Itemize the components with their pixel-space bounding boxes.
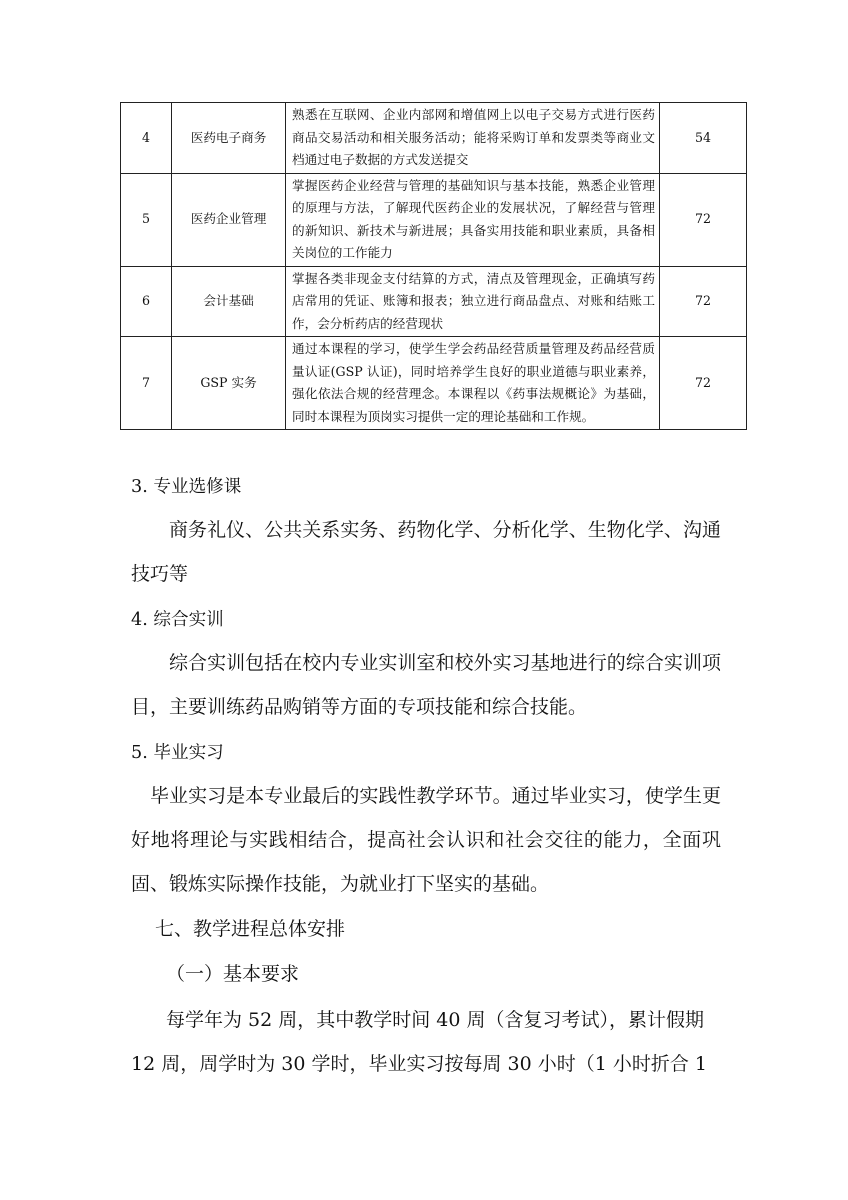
sub-heading: （一）基本要求: [166, 963, 300, 985]
table-row: [121, 266, 747, 337]
course-number: 7: [121, 337, 172, 430]
course-hours: 54: [660, 103, 747, 174]
course-number: 4: [121, 103, 172, 174]
course-hours: 72: [660, 173, 747, 266]
graduation-internship-text: 毕业实习是本专业最后的实践性教学环节。通过毕业实习，使学生更好地将理论与实践相结合，提高社会认识和社会交往的能力，全面巩固、锻炼实际操作技能，为就业打下坚实的基础。: [131, 785, 721, 895]
elective-courses-text: 商务礼仪、公共关系实务、药物化学、分析化学、生物化学、沟通技巧等: [131, 519, 721, 585]
course-hours: 72: [660, 266, 747, 337]
course-name: 会计基础: [172, 266, 286, 337]
course-hours: 72: [660, 337, 747, 430]
course-number: 6: [121, 266, 172, 337]
course-description: 通过本课程的学习，使学生学会药品经营质量管理及药品经营质量认证(GSP 认证)，同时培养学生良好的职业道德与职业素养，强化依法合规的经营理念。本课程以《药事法规概论》为基础，同时本课程为顶岗实习提供一定的理论基础和工作规。: [286, 337, 660, 430]
table-row: [121, 103, 747, 174]
course-number: 5: [121, 173, 172, 266]
comprehensive-training-text: 综合实训包括在校内专业实训室和校外实习基地进行的综合实训项目，主要训练药品购销等方面的专项技能和综合技能。: [131, 652, 721, 718]
course-description: 掌握医药企业经营与管理的基础知识与基本技能，熟悉企业管理的原理与方法，了解现代医药企业的发展状况，了解经营与管理的新知识、新技术与新进展；具备实用技能和职业素质，具备相关岗位的工作能力: [286, 173, 660, 266]
elective-courses-heading: 3. 专业选修课: [131, 477, 242, 497]
course-description: 熟悉在互联网、企业内部网和增值网上以电子交易方式进行医药商品交易活动和相关服务活动；能将采购订单和发票类等商业文档通过电子数据的方式发送提交: [286, 103, 660, 174]
course-name: 医药企业管理: [172, 173, 286, 266]
course-description: 掌握各类非现金支付结算的方式，清点及管理现金，正确填写药店常用的凭证、账簿和报表；独立进行商品盘点、对账和结账工作，会分析药店的经营现状: [286, 266, 660, 337]
table-row: [121, 337, 747, 430]
course-name: 医药电子商务: [172, 103, 286, 174]
table-row: [121, 173, 747, 266]
requirement-text-line: 每学年为 52 周，其中教学时间 40 周（含复习考试），累计假期: [166, 1009, 705, 1031]
requirement-text-line: 12 周，周学时为 30 学时，毕业实习按每周 30 小时（1 小时折合 1: [131, 1053, 707, 1075]
course-name: GSP 实务: [172, 337, 286, 430]
comprehensive-training-heading: 4. 综合实训: [131, 610, 224, 630]
graduation-internship-heading: 5. 毕业实习: [131, 743, 224, 763]
course-table: [120, 102, 747, 430]
chapter-heading: 七、教学进程总体安排: [155, 918, 346, 940]
